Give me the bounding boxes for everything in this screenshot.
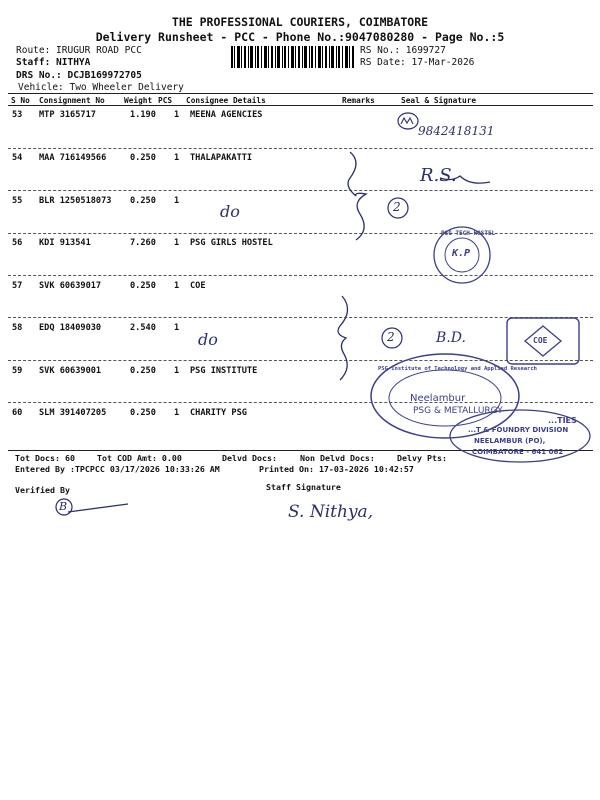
row-weight: 7.260 bbox=[130, 238, 156, 248]
row-weight: 0.250 bbox=[130, 153, 156, 163]
delivered-docs: Delvd Docs: bbox=[222, 453, 277, 463]
row-consignee: THALAPAKATTI bbox=[190, 153, 253, 163]
row-consignee: PSG GIRLS HOSTEL bbox=[190, 238, 273, 248]
hostel-stamp-ring-text: PSG TECH HOSTEL bbox=[441, 230, 496, 237]
row-sno: 58 bbox=[12, 323, 23, 333]
row-weight: 0.250 bbox=[130, 408, 156, 418]
institute-stamp-ring-text: PSG Institute of Technology and Applied Research bbox=[378, 366, 537, 372]
verified-signature-stroke bbox=[68, 504, 128, 512]
row-consignment: BLR 1250518073 bbox=[39, 196, 112, 206]
printed-on: Printed On: 17-03-2026 10:42:57 bbox=[259, 464, 414, 474]
initial-mark-row-53 bbox=[398, 113, 418, 129]
col-consignment: Consignment No bbox=[39, 96, 105, 105]
foundry-stamp-line2: ...T & FOUNDRY DIVISION bbox=[468, 426, 569, 434]
company-title: THE PROFESSIONAL COURIERS, COIMBATORE bbox=[171, 15, 429, 29]
rs-date: RS Date: 17-Mar-2026 bbox=[360, 57, 475, 68]
institute-stamp-line1: Neelambur bbox=[410, 393, 466, 404]
row-sno: 56 bbox=[12, 238, 23, 248]
row-weight: 2.540 bbox=[130, 323, 156, 333]
row-sno: 55 bbox=[12, 196, 23, 206]
circle-digit-1: 2 bbox=[393, 200, 401, 214]
row-sno: 59 bbox=[12, 366, 23, 376]
handwritten-phone: 9842418131 bbox=[418, 124, 495, 138]
col-remarks: Remarks bbox=[342, 96, 375, 105]
row-weight: 0.250 bbox=[130, 366, 156, 376]
row-consignment: SVK 60639001 bbox=[39, 366, 102, 376]
row-consignment: SLM 391407205 bbox=[39, 408, 107, 418]
row-pcs: 1 bbox=[174, 238, 180, 248]
institute-stamp-line2: PSG & METALLURGY bbox=[413, 406, 503, 416]
col-weight: Weight bbox=[124, 96, 153, 105]
non-delivered-docs: Non Delvd Docs: bbox=[300, 453, 375, 463]
row-consignee: MEENA AGENCIES bbox=[190, 110, 263, 120]
row-pcs: 1 bbox=[174, 281, 180, 291]
row-consignment: MAA 716149566 bbox=[39, 153, 107, 163]
row-weight: 0.250 bbox=[130, 196, 156, 206]
row-weight: 0.250 bbox=[130, 281, 156, 291]
entered-by: Entered By :TPCPCC 03/17/2026 10:33:26 AM bbox=[15, 464, 220, 474]
col-sno: S No bbox=[11, 96, 30, 105]
verified-by-label: Verified By bbox=[15, 485, 70, 495]
foundry-stamp-line4: COIMBATORE - 641 062 bbox=[472, 448, 564, 456]
row-consignee: CHARITY PSG bbox=[190, 408, 247, 418]
row-sno: 60 bbox=[12, 408, 23, 418]
row-consignment: KDI 913541 bbox=[39, 238, 91, 248]
coe-stamp-text: COE bbox=[533, 336, 548, 345]
ditto-mark-2: do bbox=[198, 330, 218, 349]
row-consignee: COE bbox=[190, 281, 206, 291]
row-sno: 57 bbox=[12, 281, 23, 291]
rs-number: RS No.: 1699727 bbox=[360, 45, 446, 56]
total-cod: Tot COD Amt: 0.00 bbox=[97, 453, 182, 463]
hostel-stamp-center: K.P bbox=[452, 248, 471, 259]
row-pcs: 1 bbox=[174, 323, 180, 333]
staff: Staff: NITHYA bbox=[16, 57, 91, 68]
signature-row-54: R.S. bbox=[420, 165, 457, 186]
runsheet-subtitle: Delivery Runsheet - PCC - Phone No.:9047080280 - Page No.:5 bbox=[95, 30, 505, 44]
ditto-mark-1: do bbox=[220, 202, 240, 221]
row-pcs: 1 bbox=[174, 196, 180, 206]
delivery-points: Delvy Pts: bbox=[397, 453, 447, 463]
signature-row-58: B.D. bbox=[436, 330, 466, 346]
circle-digit-2: 2 bbox=[387, 330, 395, 344]
vehicle: Vehicle: Two Wheeler Delivery bbox=[18, 82, 184, 93]
total-docs: Tot Docs: 60 bbox=[15, 453, 75, 463]
col-seal: Seal & Signature bbox=[401, 96, 477, 105]
col-pcs: PCS bbox=[158, 96, 173, 105]
row-pcs: 1 bbox=[174, 366, 180, 376]
staff-signature-label: Staff Signature bbox=[266, 482, 341, 492]
row-consignment: MTP 3165717 bbox=[39, 110, 96, 120]
row-pcs: 1 bbox=[174, 408, 180, 418]
staff-signature: S. Nithya, bbox=[288, 502, 374, 522]
foundry-stamp-line3: NEELAMBUR (PO), bbox=[474, 437, 546, 445]
col-consignee: Consignee Details bbox=[186, 96, 266, 105]
drs-number: DRS No.: DCJB169972705 bbox=[16, 70, 142, 81]
row-pcs: 1 bbox=[174, 153, 180, 163]
row-pcs: 1 bbox=[174, 110, 180, 120]
row-consignment: SVK 60639017 bbox=[39, 281, 102, 291]
bracket-rows-57-59 bbox=[338, 296, 348, 380]
verified-initial: B bbox=[59, 500, 68, 513]
row-consignee: PSG INSTITUTE bbox=[190, 366, 258, 376]
route: Route: IRUGUR ROAD PCC bbox=[16, 45, 142, 56]
row-consignment: EDQ 18409030 bbox=[39, 323, 102, 333]
bracket-rows-54-56 bbox=[348, 152, 366, 240]
row-sno: 54 bbox=[12, 153, 23, 163]
foundry-stamp-line1: ...TIES bbox=[548, 416, 577, 425]
row-weight: 1.190 bbox=[130, 110, 156, 120]
row-sno: 53 bbox=[12, 110, 23, 120]
